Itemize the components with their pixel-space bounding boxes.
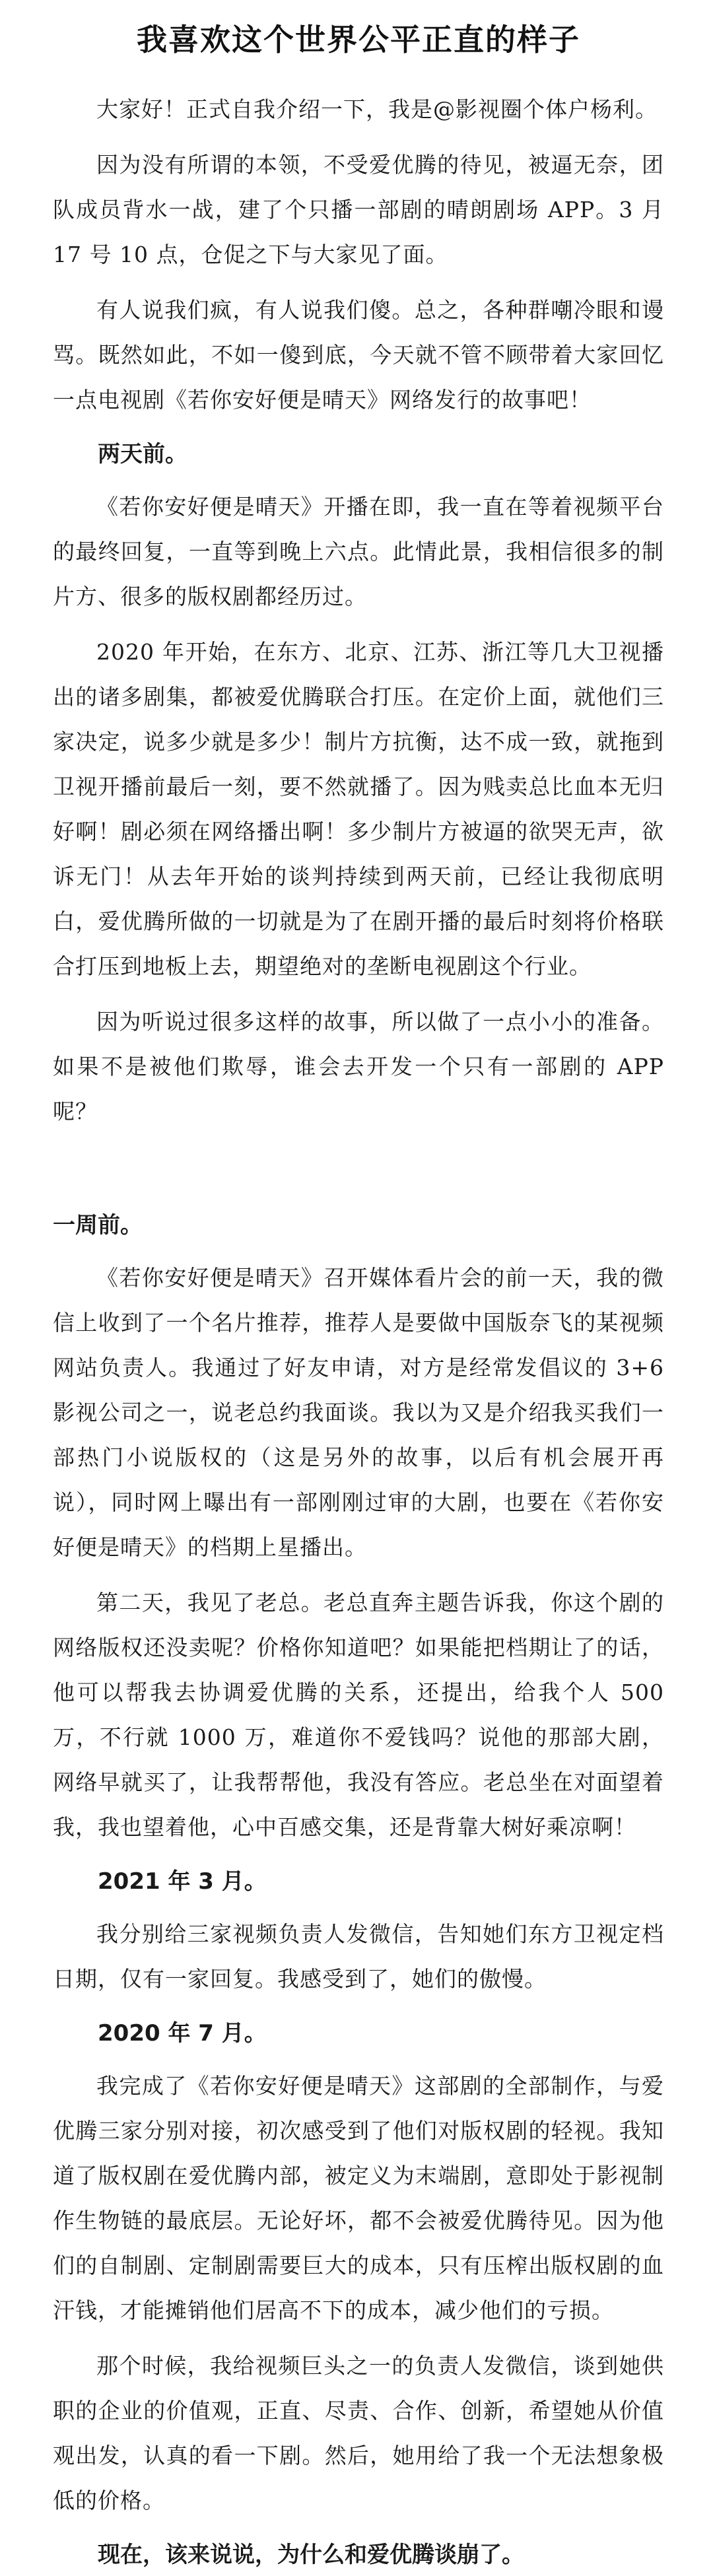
paragraph-reaction: 有人说我们疯，有人说我们傻。总之，各种群嘲冷眼和谩骂。既然如此，不如一傻到底，今天就不管不顾带着大家回忆一点电视剧《若你安好便是晴天》网络发行的故事吧！: [53, 297, 664, 413]
paragraph-meeting: 第二天，我见了老总。老总直奔主题告诉我，你这个剧的网络版权还没卖呢？价格你知道吧？如果能把档期让了的话，他可以帮我去协调爱优腾的关系，还提出，给我个人 500 万，不行就 1000 万，难道你不爱钱吗？说他的那部大剧，网络早就买了，让我帮帮他，我没有答应。老总坐在对面望着我，我也望着他，心中百感交集，还是背靠大树好乘凉啊！: [53, 1590, 664, 1840]
section-heading-two-days-ago: 两天前。: [98, 441, 187, 467]
section-heading-july-2020: 2020 年 7 月。: [98, 2020, 267, 2047]
paragraph-production: 我完成了《若你安好便是晴天》这部剧的全部制作，与爱优腾三家分别对接，初次感受到了他们对版权剧的轻视。我知道了版权剧在爱优腾内部，被定义为末端剧，意即处于影视制作生物链的最底层。无论好坏，都不会被爱优腾待见。因为他们的自制剧、定制剧需要巨大的成本，只有压榨出版权剧的血汗钱，才能摊销他们居高不下的成本，减少他们的亏损。: [53, 2073, 664, 2323]
section-gap: [53, 1145, 664, 1178]
paragraph-pressure: 2020 年开始，在东方、北京、江苏、浙江等几大卫视播出的诸多剧集，都被爱优腾联合打压。在定价上面，就他们三家决定，说多少就是多少！制片方抗衡，达不成一致，就拖到卫视开播前最后一刻，要不然就播了。因为贱卖总比血本无归好啊！剧必须在网络播出啊！多少制片方被逼的欲哭无声，欲诉无门！从去年开始的谈判持续到两天前，已经让我彻底明白，爱优腾所做的一切就是为了在剧开播的最后时刻将价格联合打压到地板上去，期望绝对的垄断电视剧这个行业。: [53, 639, 664, 979]
paragraph-intro: 大家好！正式自我介绍一下，我是@影视圈个体户杨利。: [96, 96, 658, 122]
paragraph-preparation: 因为听说过很多这样的故事，所以做了一点小小的准备。如果不是被他们欺辱，谁会去开发一个只有一部剧的 APP 呢？: [53, 1009, 664, 1124]
section-heading-one-week-ago: 一周前。: [53, 1212, 143, 1238]
article-title: 我喜欢这个世界公平正直的样子: [137, 22, 580, 57]
paragraph-values: 那个时候，我给视频巨头之一的负责人发微信，谈到她供职的企业的价值观，正直、尽责、合作、创新，希望她从价值观出发，认真的看一下剧。然后，她用给了我一个无法想象极低的价格。: [53, 2353, 664, 2513]
section-heading-march-2021: 2021 年 3 月。: [98, 1868, 267, 1895]
paragraph-waiting: 《若你安好便是晴天》开播在即，我一直在等着视频平台的最终回复，一直等到晚上六点。此情此景，我相信很多的制片方、很多的版权剧都经历过。: [53, 494, 664, 609]
paragraph-notice: 我分别给三家视频负责人发微信，告知她们东方卫视定档日期，仅有一家回复。我感受到了，她们的傲慢。: [53, 1921, 664, 1992]
paragraph-background: 因为没有所谓的本领，不受爱优腾的待见，被逼无奈，团队成员背水一战，建了个只播一部剧的晴朗剧场 APP。3 月 17 号 10 点，仓促之下与大家见了面。: [53, 152, 664, 267]
section-heading-now: 现在，该来说说，为什么和爱优腾谈崩了。: [98, 2542, 524, 2568]
paragraph-referral: 《若你安好便是晴天》召开媒体看片会的前一天，我的微信上收到了一个名片推荐，推荐人是要做中国版奈飞的某视频网站负责人。我通过了好友申请，对方是经常发倡议的 3+6 影视公司之一，说老总约我面谈。我以为又是介绍我买我们一部热门小说版权的（这是另外的故事，以后有机会展开再说），同时网上曝出有一部刚刚过审的大剧，也要在《若你安好便是晴天》的档期上星播出。: [53, 1265, 664, 1560]
